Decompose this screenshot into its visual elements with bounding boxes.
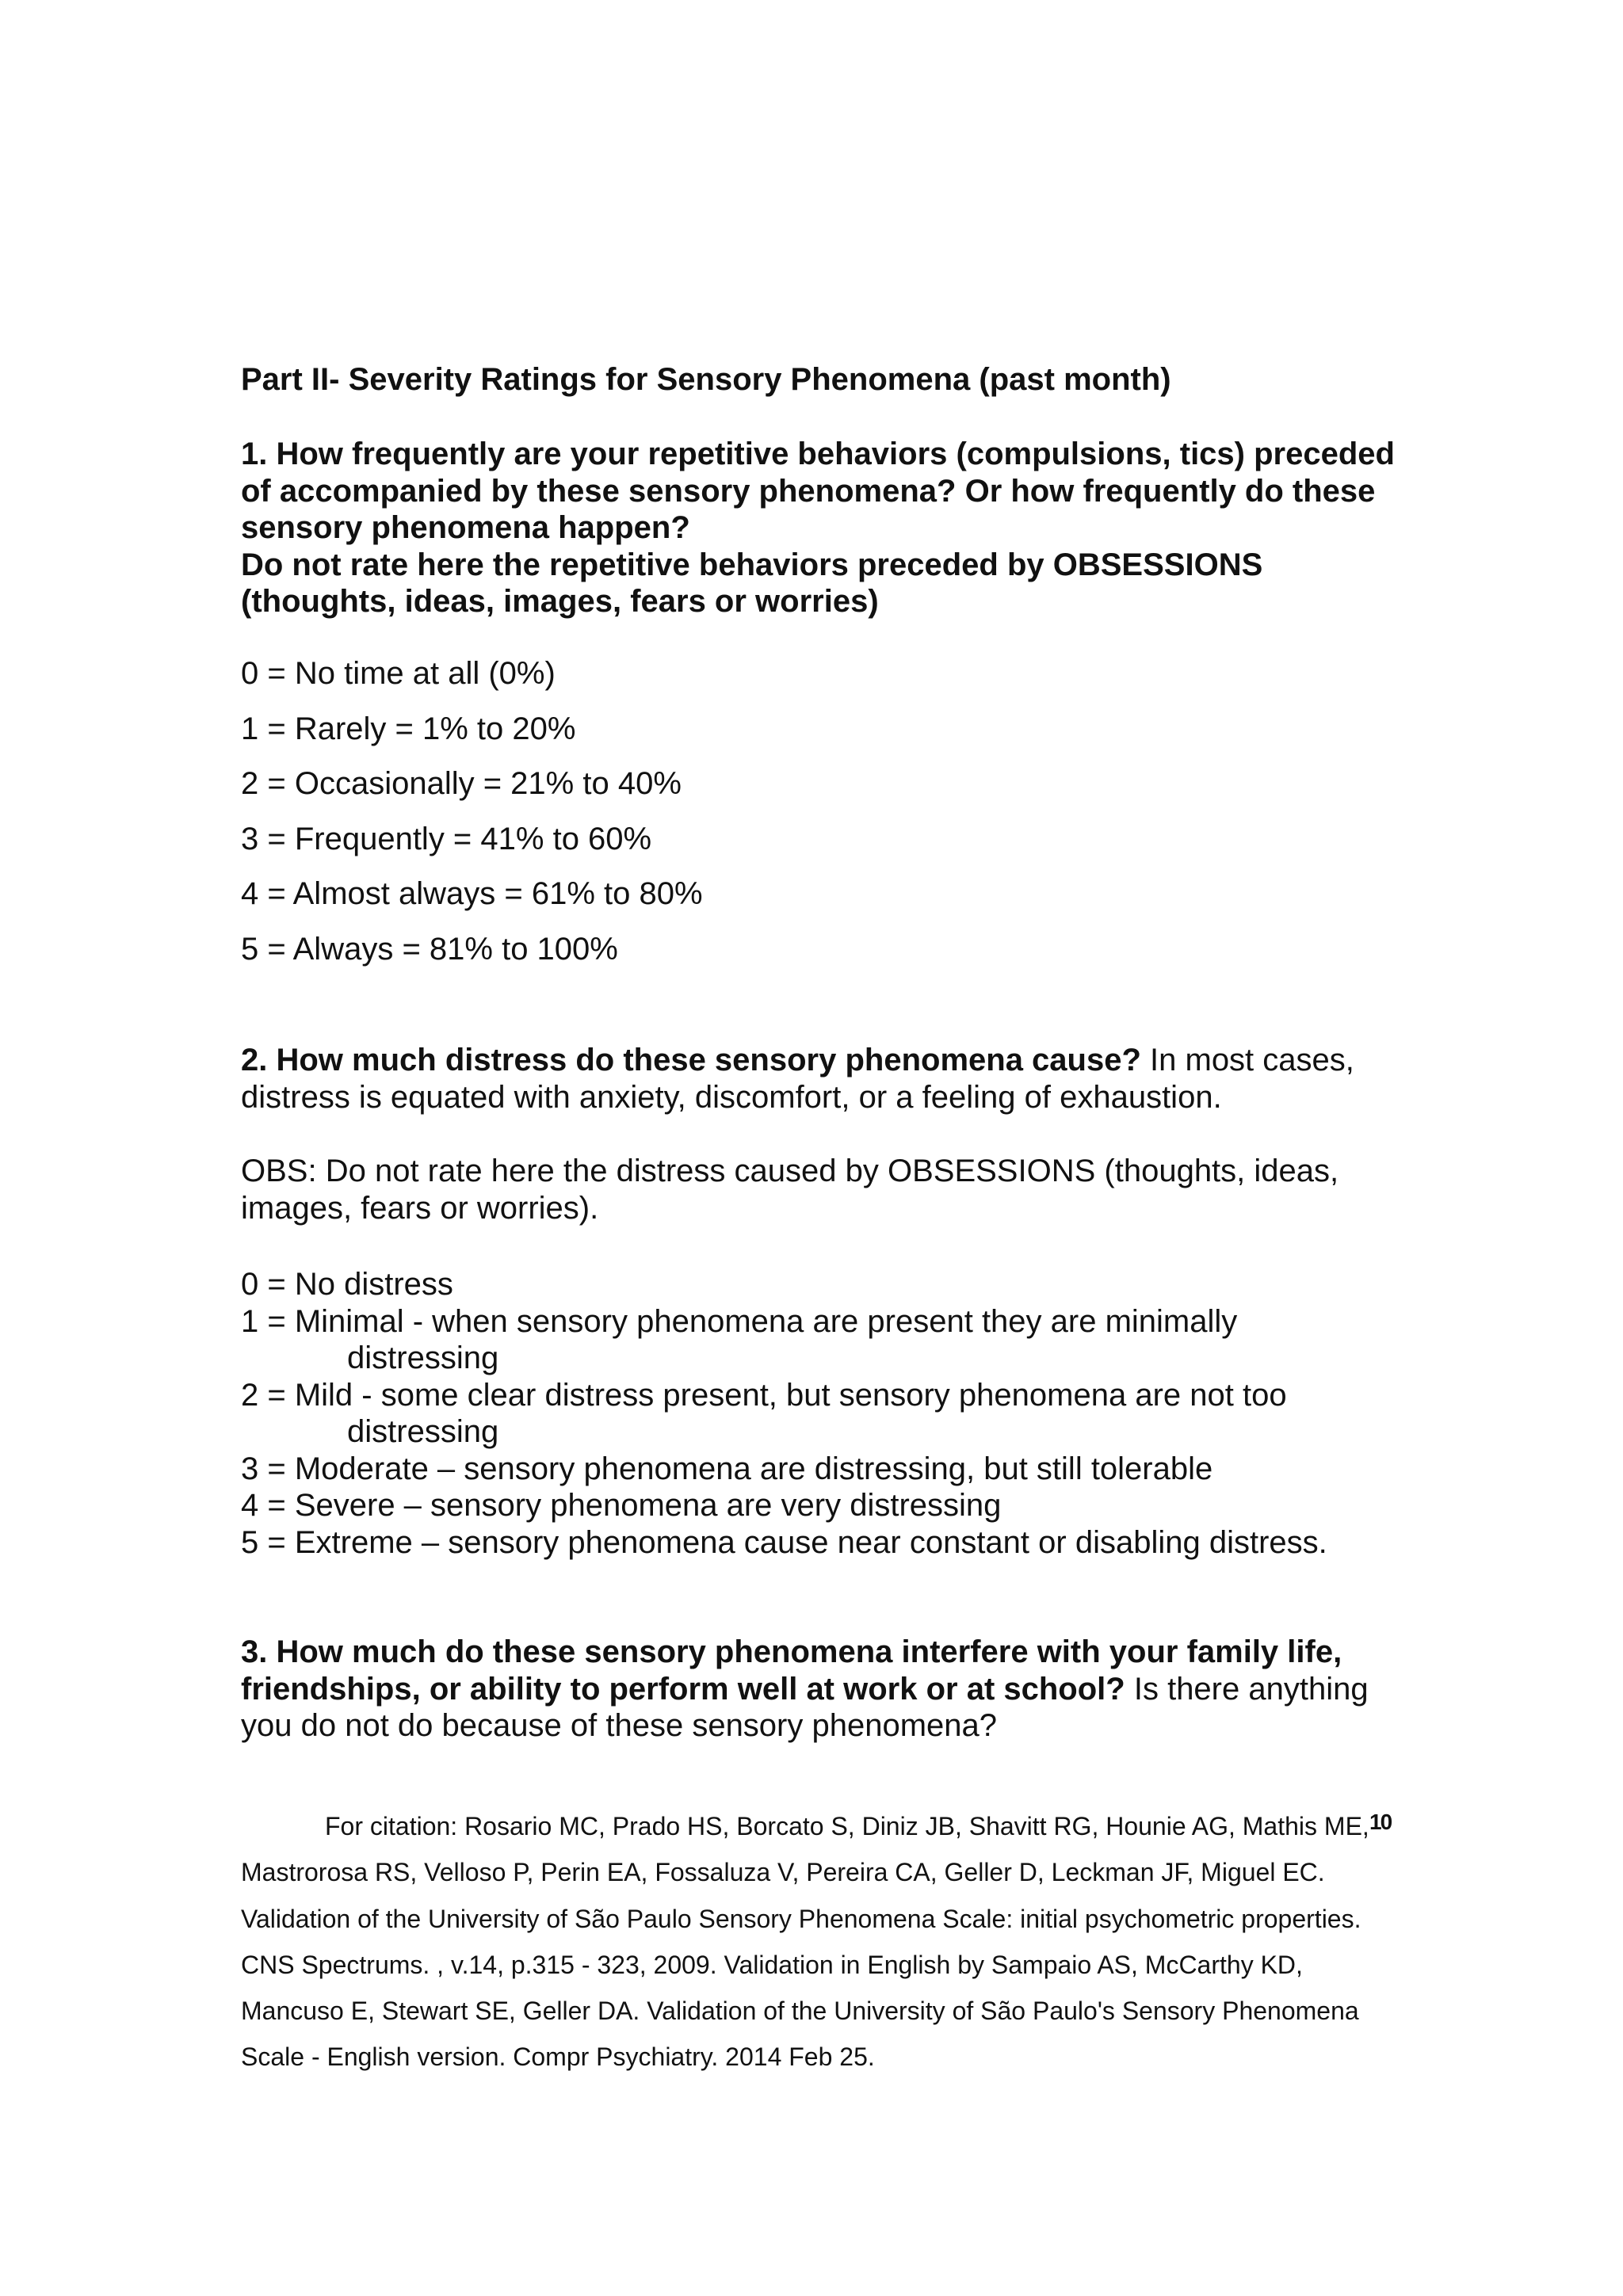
citation: For citation: Rosario MC, Prado HS, Borcato S, Diniz JB, Shavitt RG, Hounie AG, Mathis ME, Mastrorosa RS, Velloso P, Perin EA, Fossaluza V, Pereira CA, Geller D, Leckman JF, Miguel EC. Validation of the University of São Paulo Sensory Phenomena Scale: initial psychometric properties. CNS Spectrums. , v.14, p.315 - 323, 2009. Validation in English by Sampaio AS, McCarthy KD, Mancuso E, Stewart SE, Geller DA. Validation of the University of São Paulo's Sensory Phenomena Scale - English version. Compr Psychiatry. 2014 Feb 25. xyxy=(241,1812,1369,2072)
question-1-instruction: Do not rate here the repetitive behaviors preceded by OBSESSIONS (thoughts, ideas, images, fears or worries) xyxy=(241,547,1263,619)
question-2-obs: OBS: Do not rate here the distress caused by OBSESSIONS (thoughts, ideas, images, fears or worries). xyxy=(241,1154,1339,1226)
scale-option: 0 = No distress xyxy=(241,1267,453,1302)
scale-option: 2 = Mild - some clear distress present, but sensory phenomena are not too xyxy=(241,1377,1287,1413)
distress-scale xyxy=(241,1266,1414,1561)
question-1-text: 1. How frequently are your repetitive behaviors (compulsions, tics) preceded of accompanied by these sensory phenomena? Or how frequently do these sensory phenomena happen? xyxy=(241,437,1395,545)
scale-option: 3 = Frequently = 41% to 60% xyxy=(241,821,652,856)
scale-option-continuation: distressing xyxy=(347,1341,499,1375)
question-3 xyxy=(241,1634,1414,1745)
question-2-text: 2. How much distress do these sensory phenomena cause? xyxy=(241,1043,1141,1077)
scale-option: 2 = Occasionally = 21% to 40% xyxy=(241,766,682,802)
part-title: Part II- Severity Ratings for Sensory Phenomena (past month) xyxy=(241,362,1171,397)
scale-option: 4 = Almost always = 61% to 80% xyxy=(241,876,703,912)
question-3-text: 3. How much do these sensory phenomena interfere with your family life, friendships, or ability to perform well at work or at school? xyxy=(241,1634,1342,1707)
question-2-note: In most cases, distress is equated with anxiety, discomfort, or a feeling of exhaustion. xyxy=(241,1043,1354,1115)
question-1 xyxy=(241,436,1414,620)
scale-option: 3 = Moderate – sensory phenomena are distressing, but still tolerable xyxy=(241,1451,1213,1486)
frequency-scale xyxy=(241,654,1414,986)
scale-option: 4 = Severe – sensory phenomena are very distressing xyxy=(241,1488,1002,1523)
scale-option: 5 = Always = 81% to 100% xyxy=(241,931,618,967)
scale-option: 0 = No time at all (0%) xyxy=(241,656,556,691)
page-number: 10 xyxy=(1369,1810,1392,1834)
scale-option: 1 = Rarely = 1% to 20% xyxy=(241,711,576,746)
scale-option: 5 = Extreme – sensory phenomena cause near constant or disabling distress. xyxy=(241,1524,1327,1560)
question-2 xyxy=(241,1042,1414,1116)
scale-option: 1 = Minimal - when sensory phenomena are present they are minimally xyxy=(241,1303,1238,1339)
scale-option-continuation: distressing xyxy=(347,1414,499,1449)
question-3-note: Is there anything you do not do because of these sensory phenomena? xyxy=(241,1671,1369,1743)
